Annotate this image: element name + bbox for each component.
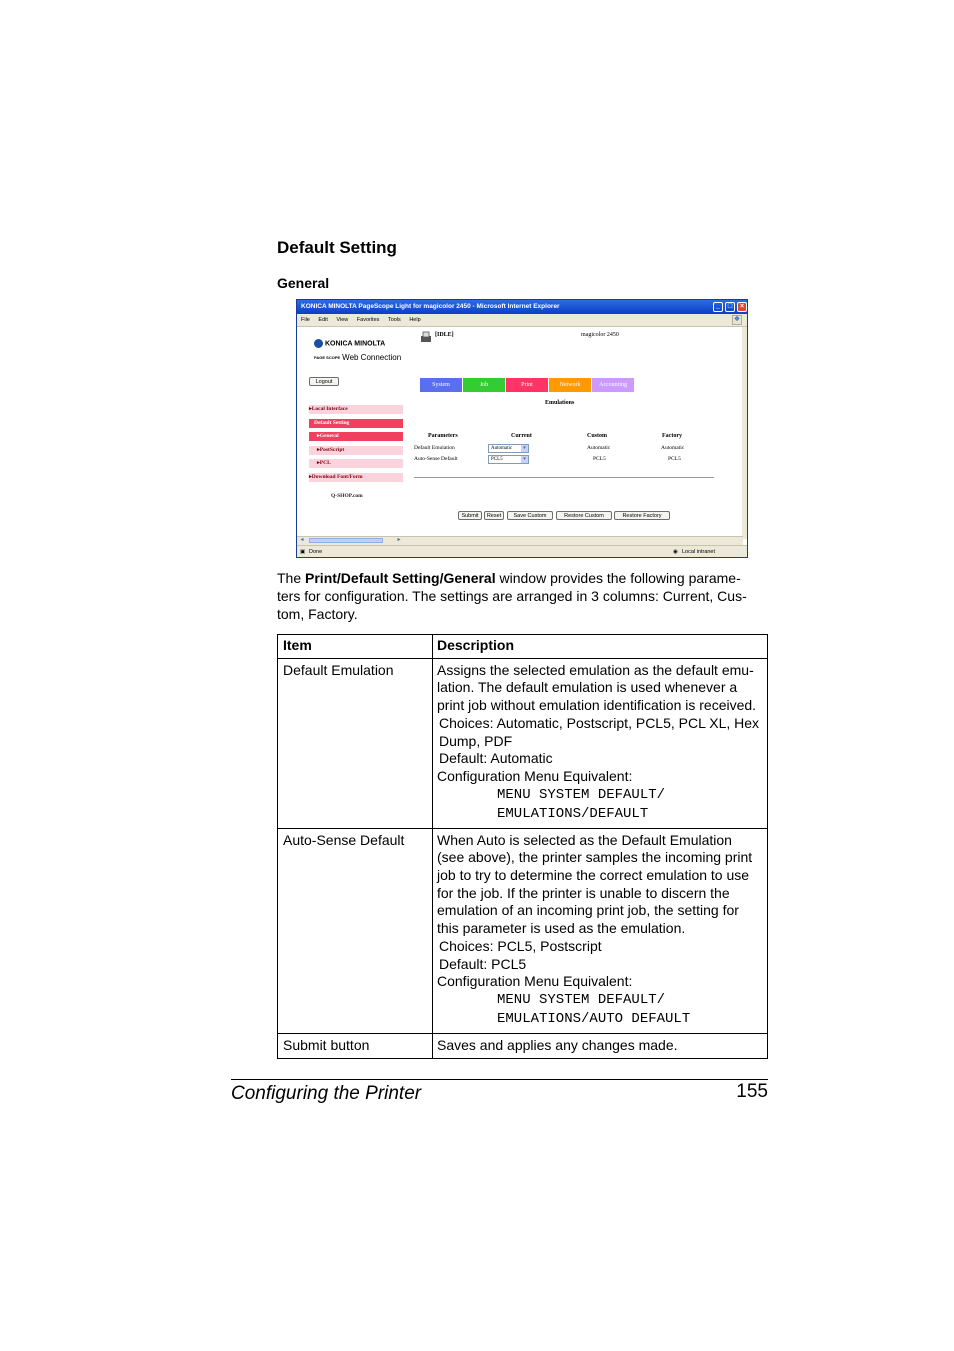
table-header-row (278, 635, 768, 659)
page-content (297, 327, 743, 539)
nav-pcl[interactable]: ▸PCL (309, 459, 403, 468)
menu-help[interactable]: Help (409, 317, 421, 323)
close-icon[interactable]: × (737, 302, 747, 312)
konica-globe-icon (314, 339, 323, 348)
konica-logo: KONICA MINOLTA (314, 339, 385, 348)
printer-model: magicolor 2450 (581, 332, 619, 338)
table-row (278, 828, 768, 1033)
menu-edit[interactable]: Edit (318, 317, 328, 323)
idle-status: [IDLE] (435, 332, 454, 338)
param-auto-sense-default: Auto-Sense Default (414, 456, 458, 462)
status-bar (297, 545, 747, 558)
scroll-thumb[interactable] (309, 538, 383, 543)
window-titlebar (297, 300, 747, 314)
chevron-down-icon: ▾ (521, 445, 528, 452)
nav-local-interface[interactable]: ▸Local Interface (309, 405, 403, 414)
menu-favorites[interactable]: Favorites (356, 317, 380, 323)
reset-button[interactable]: Reset (484, 511, 504, 520)
nav-general[interactable]: ▸General (309, 432, 403, 441)
page-number: 155 (736, 1081, 768, 1102)
menu-tools[interactable]: Tools (387, 317, 401, 323)
scroll-right-icon[interactable]: ▸ (397, 537, 401, 543)
chevron-down-icon: ▾ (521, 456, 528, 463)
col-factory: Factory (662, 433, 682, 439)
section-heading: Emulations (545, 400, 575, 406)
footer-divider (231, 1079, 768, 1080)
row-description: Saves and applies any changes made. (433, 1033, 768, 1058)
header-description: Description (433, 635, 768, 659)
restore-custom-button[interactable]: Restore Custom (556, 511, 612, 520)
row-description: When Auto is selected as the Default Emulation (see above), the printer samples the incoming print job to try to determine the correct emulation to use for the job. If the printer is unable to discern the emulation of an incoming print job, the setting for this parameter is used as the emulation. Choices: PCL5, Postscript Default: PCL5 Configuration Menu Equivalent: MENU SYSTEM DEFAULT/ EMULATIONS/AUTO DEFAULT (433, 828, 768, 1033)
parameter-table (277, 634, 768, 1059)
tab-job[interactable]: Job (463, 378, 505, 392)
row-description: Assigns the selected emulation as the default emu- lation. The default emulation is used whenever a print job without emulation identification is received. Choices: Automatic, Postscript, PCL5, PCL XL, Hex Dump, PDF Default: Automatic Configuration Menu Equivalent: MENU SYSTEM DEFAULT/ EMULATIONS/DEFAULT (433, 658, 768, 828)
vertical-scrollbar[interactable] (742, 327, 747, 539)
web-connection-logo: PAGE SCOPE Web Connection (314, 353, 402, 362)
nav-postscript[interactable]: ▸PostScript (309, 446, 403, 455)
param-default-emulation: Default Emulation (414, 445, 455, 451)
status-done: Done (309, 549, 323, 555)
nav-default-setting[interactable]: Default Setting (309, 419, 403, 428)
horizontal-scrollbar[interactable] (297, 536, 743, 545)
factory-default-emulation: Automatic (661, 445, 685, 451)
page-done-icon: ▣ (300, 549, 306, 555)
intro-paragraph: The Print/Default Setting/General window provides the following parame- ters for configuration. The settings are arranged in 3 columns: Current, Cus- tom, Factory. (277, 570, 747, 622)
table-row (278, 1033, 768, 1058)
sub-title: General (277, 275, 330, 291)
restore-factory-button[interactable]: Restore Factory (614, 511, 670, 520)
browser-screenshot (296, 299, 748, 558)
status-zone: Local intranet (682, 549, 716, 555)
intro-bold-path: Print/Default Setting/General (305, 570, 496, 586)
menu-file[interactable]: File (301, 317, 310, 323)
section-title: Default Setting (277, 238, 397, 257)
scroll-left-icon[interactable]: ◂ (300, 537, 304, 543)
qshop-logo[interactable]: Q-SHOP.com (331, 493, 363, 499)
windows-flag-icon: ❖ (733, 316, 741, 323)
submit-button[interactable]: Submit (458, 511, 482, 520)
intranet-icon: ◉ (673, 549, 678, 555)
factory-auto-sense: PCL5 (668, 456, 681, 462)
footer-chapter: Configuring the Printer (231, 1083, 422, 1104)
tab-accounting[interactable]: Accounting (592, 378, 634, 392)
header-item: Item (278, 635, 433, 659)
logout-button[interactable]: Logout (309, 377, 339, 386)
custom-auto-sense: PCL5 (593, 456, 606, 462)
window-title: KONICA MINOLTA PageScope Light for magicolor 2450 - Microsoft Internet Explorer (301, 303, 560, 310)
tab-print[interactable]: Print (506, 378, 548, 392)
col-parameters: Parameters (428, 433, 458, 439)
custom-default-emulation: Automatic (587, 445, 611, 451)
table-row (278, 658, 768, 828)
printer-status-icon (419, 331, 433, 345)
col-current: Current (511, 433, 532, 439)
tab-system[interactable]: System (420, 378, 462, 392)
menu-view[interactable]: View (336, 317, 349, 323)
menu-bar (297, 314, 747, 327)
tab-network[interactable]: Network (549, 378, 591, 392)
maximize-icon[interactable]: □ (725, 302, 735, 312)
nav-download-font-form[interactable]: ▸Download Font/Form (309, 473, 403, 482)
minimize-icon[interactable]: _ (713, 302, 723, 312)
divider (414, 477, 714, 478)
current-default-emulation-select[interactable]: Automatic ▾ (488, 444, 529, 453)
col-custom: Custom (587, 433, 608, 439)
save-custom-button[interactable]: Save Custom (507, 511, 553, 520)
current-auto-sense-select[interactable]: PCL5 ▾ (488, 455, 529, 464)
row-item: Default Emulation (278, 658, 433, 828)
row-item: Auto-Sense Default (278, 828, 433, 1033)
row-item: Submit button (278, 1033, 433, 1058)
